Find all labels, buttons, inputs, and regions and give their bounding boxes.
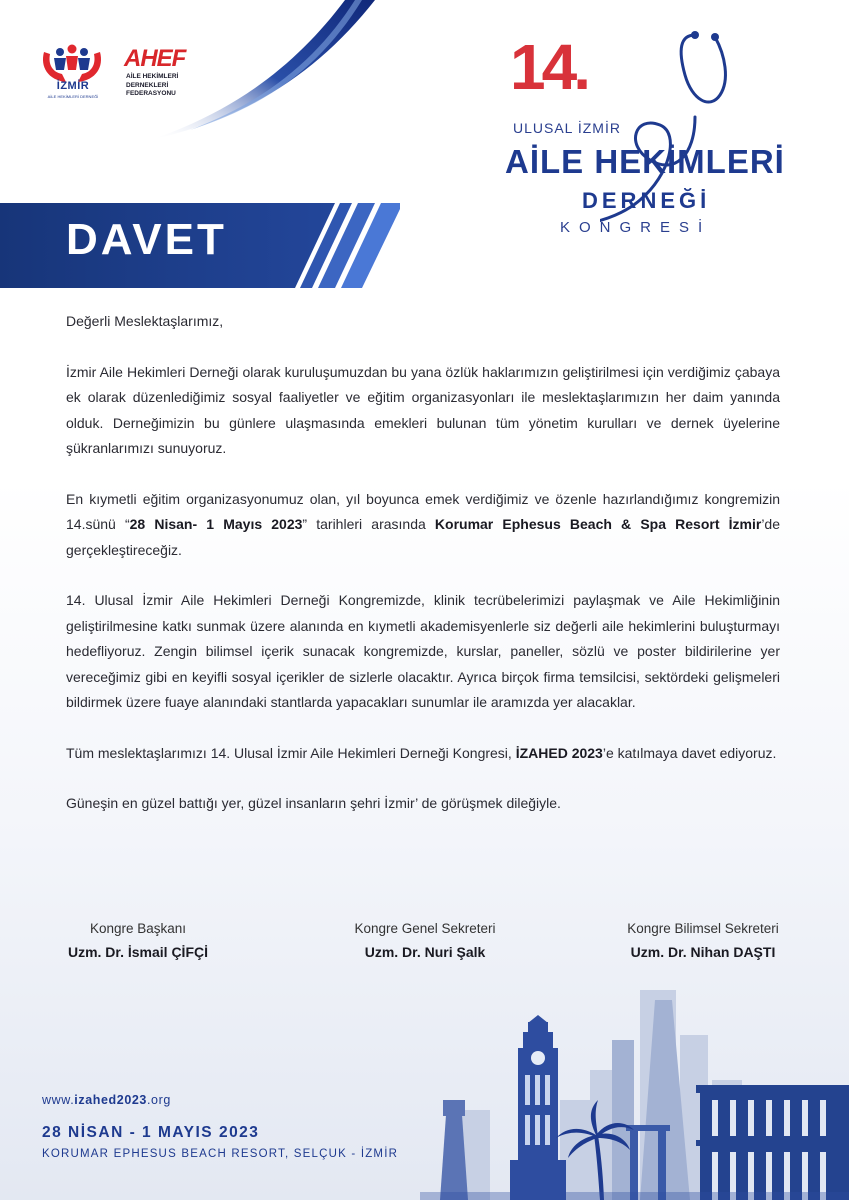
congress-line-kongresi: KONGRESİ bbox=[560, 219, 712, 236]
paragraph-3: 14. Ulusal İzmir Aile Hekimleri Derneği Kongremizde, klinik tecrübelerimizi paylaşmak ve Aile Hekimliğinin geliştirilmesine katkı sunmak üzere alanında en kıymetli akademisyenlerle siz değerli aile hekimlerini buluşturmayı hedefliyoruz. Zengin bilimsel içerik sunacak kongremizde, kurslar, paneller, sözlü ve poster bildirilerine yer vereceğimiz gibi en keyifli sosyal içerikler de sizlerle olacaktır. Ayrıca birçok firma temsilcisi, sektördeki gelişmeleri bildirmek üzere fuaye alanındaki stantlarda yapacakları sunumlar ile aramızda yer alacaklar. bbox=[66, 592, 780, 710]
congress-line-ulusal: ULUSAL İZMİR bbox=[513, 120, 621, 136]
p2-text: ’de gerçekleştireceğiz. bbox=[66, 516, 780, 558]
paragraph-2 bbox=[66, 487, 780, 564]
page-title: DAVET bbox=[66, 215, 227, 264]
ahef-sub-line: AİLE HEKİMLERİ bbox=[126, 73, 179, 80]
website-link[interactable] bbox=[42, 1093, 171, 1107]
paragraph-5: Güneşin en güzel battığı yer, güzel insanların şehri İzmir’ de görüşmek dileğiyle. bbox=[66, 795, 561, 811]
ahef-sub-line: DERNEKLERİ bbox=[126, 81, 169, 89]
web-suffix: .org bbox=[146, 1093, 171, 1107]
paragraph-4 bbox=[66, 741, 780, 767]
signature-scientific-secretary bbox=[593, 919, 813, 963]
web-prefix: www. bbox=[42, 1093, 75, 1107]
ahef-logo-text: AHEF bbox=[124, 45, 186, 72]
p2-dates: 28 Nisan- 1 Mayıs 2023 bbox=[129, 516, 303, 532]
congress-line-aile-hekimleri: AİLE HEKİMLERİ bbox=[505, 143, 785, 180]
ahef-logo bbox=[124, 45, 185, 73]
paragraph-1: İzmir Aile Hekimleri Derneği olarak kuruluşumuzdan bu yana özlük haklarımızın geliştirilmesi için verdiğimiz çabaya ek olarak düzenlediğimiz sosyal faaliyetler ve eğitim organizasyonları ile meslektaşlarımızın her daim yanında olduk. Derneğimizin bu günlere ulaşmasında emekleri bulunan tüm yönetim kurulları ve dernek üyelerine şükranlarımızı sunuyoruz. bbox=[66, 363, 780, 456]
signature-role: Kongre Bilimsel Sekreteri bbox=[627, 921, 779, 936]
signature-general-secretary bbox=[315, 919, 535, 963]
p4-text: ’e katılmaya davet ediyoruz. bbox=[602, 744, 777, 761]
signature-name: Uzm. Dr. Nuri Şalk bbox=[364, 944, 486, 960]
congress-number: 14. bbox=[510, 31, 587, 103]
p2-venue: Korumar Ephesus Beach & Spa Resort İzmir bbox=[434, 516, 762, 532]
izmir-skyline-illustration bbox=[0, 960, 849, 1200]
letter-body bbox=[66, 309, 780, 842]
signature-name: Uzm. Dr. İsmail ÇİFÇİ bbox=[67, 944, 209, 960]
congress-line-dernegi: DERNEĞİ bbox=[582, 188, 711, 213]
ahef-logo-subtext bbox=[126, 73, 216, 99]
p2-text: En kıymetli eğitim organizasyonumuz olan, yıl boyunca emek verdiğimiz ve özenle hazırlandığımız kongremizin 14.sünü “ bbox=[66, 490, 780, 532]
signature-name: Uzm. Dr. Nihan DAŞTI bbox=[630, 944, 776, 960]
p4-event-name: İZAHED 2023 bbox=[515, 744, 603, 761]
ahef-sub-line: FEDERASYONU bbox=[126, 90, 176, 97]
p2-text: ” tarihleri arasında bbox=[302, 516, 435, 532]
footer-dates: 28 NİSAN - 1 MAYIS 2023 bbox=[42, 1124, 260, 1141]
signature-role: Kongre Genel Sekreteri bbox=[354, 921, 496, 936]
greeting: Değerli Meslektaşlarımız, bbox=[66, 313, 224, 329]
izmir-logo-subtext: AİLE HEKİMLERİ DERNEĞİ bbox=[47, 94, 99, 99]
izmir-logo-text: İZMİR bbox=[56, 80, 90, 92]
signature-president bbox=[28, 919, 248, 963]
signature-role: Kongre Başkanı bbox=[89, 921, 187, 936]
p4-text: Tüm meslektaşlarımızı 14. Ulusal İzmir Aile Hekimleri Derneği Kongresi, bbox=[66, 744, 516, 761]
web-domain: izahed2023 bbox=[74, 1093, 147, 1107]
footer-venue: KORUMAR EPHESUS BEACH RESORT, SELÇUK - İZMİR bbox=[42, 1148, 399, 1160]
